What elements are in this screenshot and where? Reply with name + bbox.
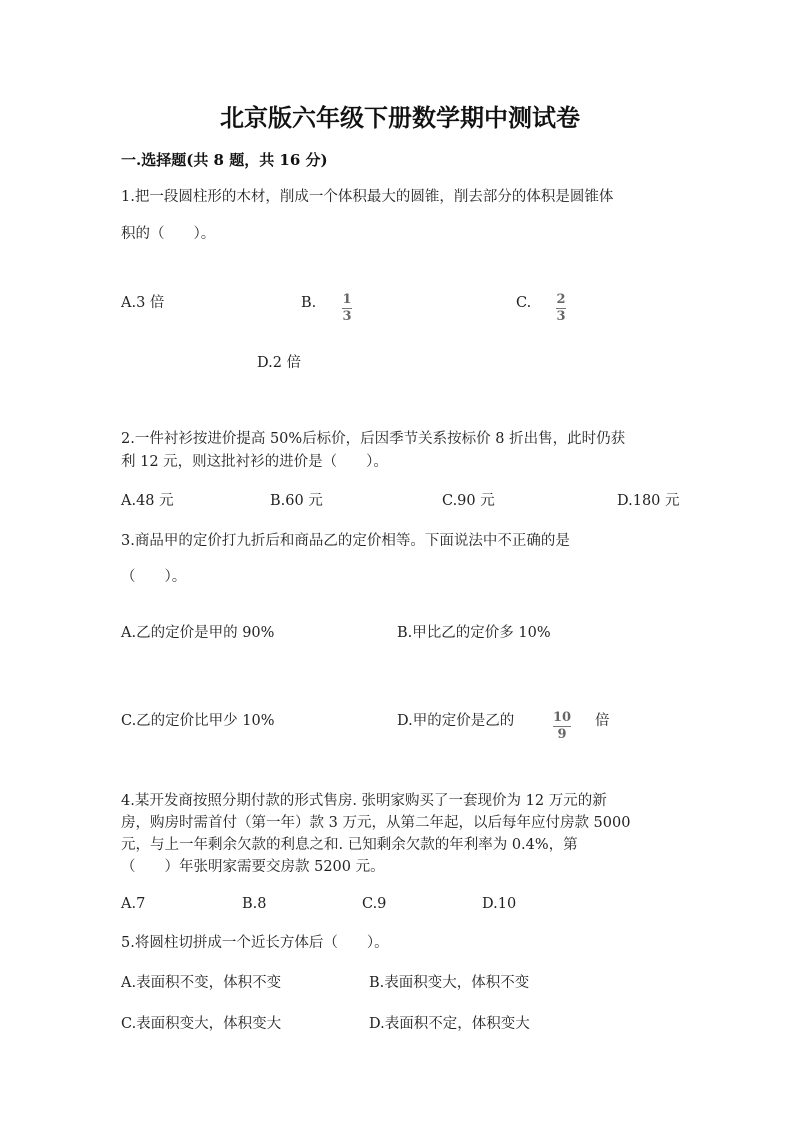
question-5-option-d[interactable]: D.表面积不定，体积变大 <box>369 1016 530 1032</box>
question-1-option-c-label[interactable]: C. <box>516 295 532 311</box>
section-heading: 一.选择题(共 8 题，共 16 分) <box>121 151 328 169</box>
question-3-option-c[interactable]: C.乙的定价比甲少 10% <box>121 713 275 729</box>
fraction-denominator: 3 <box>342 309 352 324</box>
fraction-numerator: 2 <box>556 292 566 307</box>
fraction-denominator: 3 <box>556 309 566 324</box>
question-4-text-line-3: 元，与上一年剩余欠款的利息之和. 已知剩余欠款的年利率为 0.4%，第 <box>121 837 578 853</box>
question-4-text-line-2: 房，购房时需首付（第一年）款 3 万元，从第二年起，以后每年应付房款 5000 <box>121 815 631 831</box>
question-1-text-line-2: 积的（ ）。 <box>121 226 216 242</box>
question-4-text-line-4: （ ）年张明家需要交房款 5200 元。 <box>121 859 385 875</box>
question-5-option-a[interactable]: A.表面积不变，体积不变 <box>121 975 282 991</box>
question-4-option-b[interactable]: B.8 <box>242 896 267 912</box>
question-3-option-d-suffix: 倍 <box>595 713 610 729</box>
question-4-option-a[interactable]: A.7 <box>121 896 146 912</box>
question-1-option-d[interactable]: D.2 倍 <box>257 355 302 371</box>
question-5-option-c[interactable]: C.表面积变大，体积变大 <box>121 1016 282 1032</box>
question-1-option-b-fraction <box>342 288 352 324</box>
question-2-option-d[interactable]: D.180 元 <box>617 493 680 509</box>
question-4-option-d[interactable]: D.10 <box>482 896 517 912</box>
question-5-option-b[interactable]: B.表面积变大，体积不变 <box>369 975 530 991</box>
question-2-option-c[interactable]: C.90 元 <box>442 493 495 509</box>
question-2-text-line-1: 2.一件衬衫按进价提高 50%后标价，后因季节关系按标价 8 折出售，此时仍获 <box>121 431 626 447</box>
question-3-option-b[interactable]: B.甲比乙的定价多 10% <box>397 625 551 641</box>
question-3-option-a[interactable]: A.乙的定价是甲的 90% <box>121 625 275 641</box>
question-3-option-d-fraction <box>553 706 571 742</box>
question-3-text-line-1: 3.商品甲的定价打九折后和商品乙的定价相等。下面说法中不正确的是 <box>121 533 570 549</box>
question-4-option-c[interactable]: C.9 <box>362 896 387 912</box>
question-2-text-line-2: 利 12 元，则这批衬衫的进价是（ ）。 <box>121 454 388 470</box>
question-5-text-line-1: 5.将圆柱切拼成一个近长方体后（ ）。 <box>121 935 389 951</box>
question-4-text-line-1: 4.某开发商按照分期付款的形式售房. 张明家购买了一套现价为 12 万元的新 <box>121 793 607 809</box>
fraction-numerator: 1 <box>342 292 352 307</box>
question-1-option-a[interactable]: A.3 倍 <box>121 295 165 311</box>
page-title: 北京版六年级下册数学期中测试卷 <box>220 103 580 132</box>
question-2-option-a[interactable]: A.48 元 <box>121 493 174 509</box>
question-3-option-d-prefix[interactable]: D.甲的定价是乙的 <box>397 713 515 729</box>
question-1-option-c-fraction <box>556 288 566 324</box>
question-2-option-b[interactable]: B.60 元 <box>270 493 323 509</box>
fraction-numerator: 10 <box>553 710 572 725</box>
question-3-text-line-2: （ ）。 <box>121 569 187 585</box>
question-1-option-b-label[interactable]: B. <box>301 295 317 311</box>
fraction-denominator: 9 <box>557 727 567 742</box>
question-1-text-line-1: 1.把一段圆柱形的木材，削成一个体积最大的圆锥，削去部分的体积是圆锥体 <box>121 189 614 205</box>
